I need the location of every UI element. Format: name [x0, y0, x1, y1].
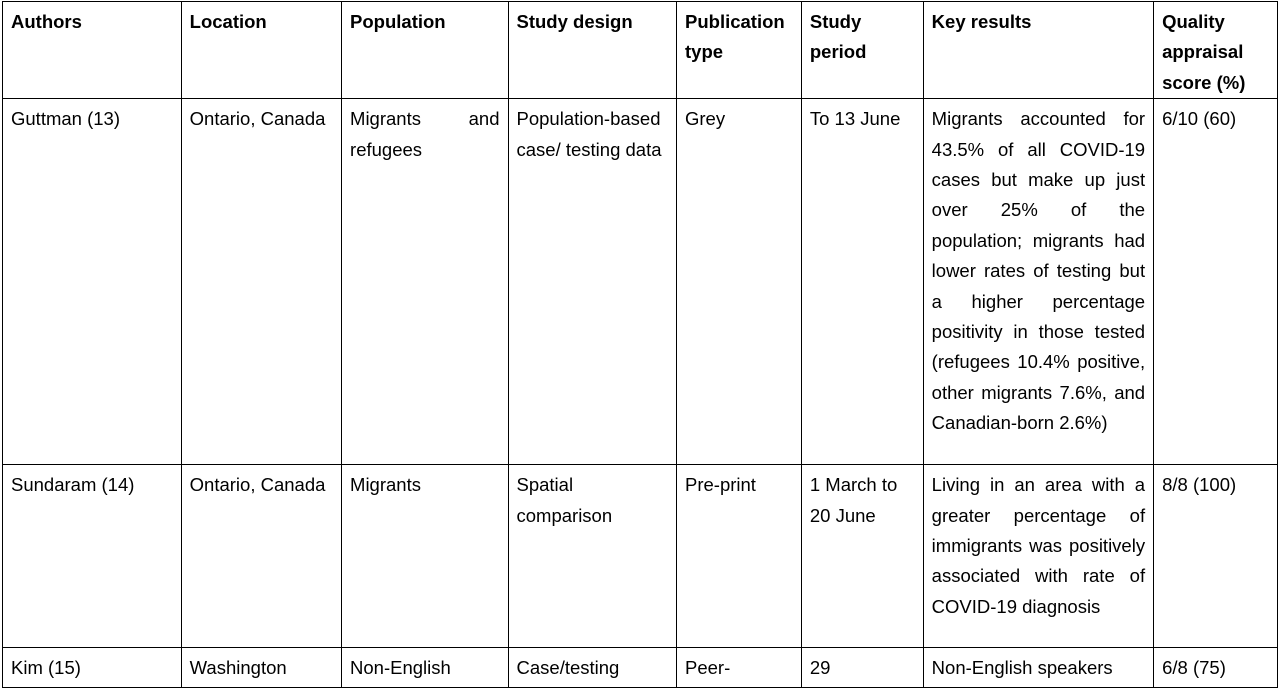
- cell-authors: Kim (15): [3, 648, 182, 688]
- cell-key-results: Living in an area with a greater percentage of immigrants was positively associated with rate of COVID-19 diagnosis: [923, 465, 1153, 648]
- cell-study-design: Case/testing: [508, 648, 677, 688]
- table-row: [3, 648, 1278, 688]
- cell-population: Migrants: [342, 465, 508, 648]
- cell-study-period: To 13 June: [801, 99, 923, 465]
- cell-population: Non-English: [342, 648, 508, 688]
- cell-quality-score: 6/8 (75): [1154, 648, 1278, 688]
- cell-location: Ontario, Canada: [181, 465, 341, 648]
- header-population: Population: [342, 2, 508, 99]
- header-study-design: Study design: [508, 2, 677, 99]
- header-authors: Authors: [3, 2, 182, 99]
- cell-location: Ontario, Canada: [181, 99, 341, 465]
- cell-authors: Guttman (13): [3, 99, 182, 465]
- cell-study-period: 29: [801, 648, 923, 688]
- cell-study-design: Population-based case/ testing data: [508, 99, 677, 465]
- cell-publication-type: Grey: [677, 99, 802, 465]
- cell-location: Washington: [181, 648, 341, 688]
- header-location: Location: [181, 2, 341, 99]
- studies-table: [2, 1, 1278, 688]
- cell-key-results: Non-English speakers: [923, 648, 1153, 688]
- header-study-period: Study period: [801, 2, 923, 99]
- table-row: [3, 99, 1278, 465]
- cell-key-results: Migrants accounted for 43.5% of all COVID-19 cases but make up just over 25% of the population; migrants had lower rates of testing but a higher percentage positivity in those tested (refugees 10.4% positive, other migrants 7.6%, and Canadian-born 2.6%): [923, 99, 1153, 465]
- header-key-results: Key results: [923, 2, 1153, 99]
- cell-population: Migrants and refugees: [342, 99, 508, 465]
- header-publication-type: Publication type: [677, 2, 802, 99]
- header-quality-score: Quality appraisal score (%): [1154, 2, 1278, 99]
- cell-quality-score: 8/8 (100): [1154, 465, 1278, 648]
- table-row: [3, 465, 1278, 648]
- cell-study-design: Spatial comparison: [508, 465, 677, 648]
- cell-authors: Sundaram (14): [3, 465, 182, 648]
- cell-publication-type: Pre-print: [677, 465, 802, 648]
- cell-study-period: 1 March to 20 June: [801, 465, 923, 648]
- cell-quality-score: 6/10 (60): [1154, 99, 1278, 465]
- table-header-row: [3, 2, 1278, 99]
- cell-publication-type: Peer-: [677, 648, 802, 688]
